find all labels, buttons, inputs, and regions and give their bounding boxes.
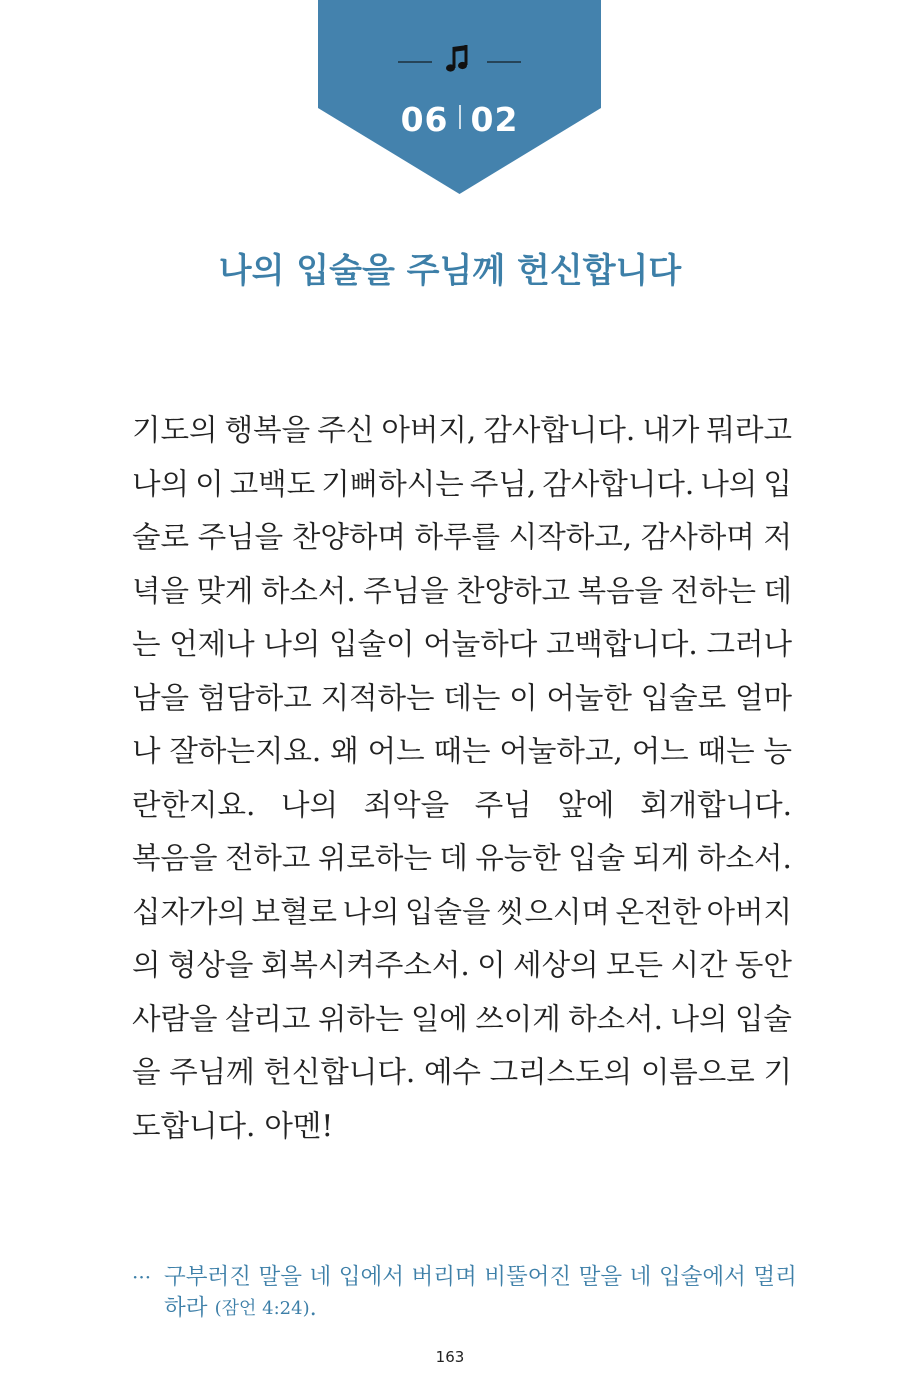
body-word: 기뻐하시는: [321, 466, 464, 501]
body-word: 하소서.: [260, 573, 356, 608]
verse-text-end: 하라: [164, 1295, 208, 1321]
body-word: 모든: [606, 948, 664, 982]
body-word: 입술: [734, 1001, 792, 1036]
body-word: 주신: [317, 413, 375, 447]
body-word: 이: [477, 948, 506, 982]
body-word: 남을: [132, 680, 189, 715]
body-word: 입술: [568, 841, 626, 875]
body-word: 어느: [367, 734, 425, 768]
body-line: [132, 458, 792, 512]
verse-word: 멀리: [753, 1264, 797, 1290]
body-word: 고백합니다.: [545, 627, 698, 661]
body-word: 어느: [631, 734, 689, 768]
body-word: 능: [763, 734, 792, 768]
body-word: 전하는: [670, 573, 756, 608]
body-line: [132, 725, 792, 779]
body-word: 앞에: [557, 787, 615, 822]
body-word: 시간: [670, 948, 728, 982]
body-word: 도합니다.: [132, 1108, 256, 1143]
body-word: 아버지,: [381, 413, 477, 447]
verse-word: 비뚤어진: [484, 1264, 572, 1290]
body-line: [132, 886, 792, 940]
body-line: [132, 939, 792, 993]
body-word: 전하고: [224, 841, 311, 875]
verse-word: 입에서: [338, 1264, 404, 1290]
body-word: 세상의: [513, 948, 599, 982]
body-word: 형상을: [167, 948, 254, 982]
body-line: [132, 1046, 792, 1100]
date-separator: [459, 105, 461, 129]
body-word: 입술이: [329, 627, 415, 661]
body-word: 위하는: [317, 1001, 404, 1036]
body-word: 예수: [423, 1055, 481, 1089]
body-word: 의: [132, 948, 161, 982]
date-banner: [318, 0, 601, 195]
body-word: 란한지요.: [132, 787, 256, 822]
body-word: 찬양하고: [456, 573, 571, 608]
body-word: 때는: [433, 734, 491, 768]
body-word: 하소서.: [697, 841, 792, 875]
prayer-body: [132, 404, 792, 1153]
body-word: 주님을: [197, 520, 284, 554]
body-word: 이름으로: [640, 1055, 755, 1089]
body-word: 복음을: [132, 841, 218, 875]
body-word: 쓰이게: [475, 1001, 561, 1036]
body-word: 주님,: [469, 466, 537, 501]
verse-word: 네: [629, 1264, 652, 1290]
body-word: 감사합니다.: [542, 466, 695, 501]
body-word: 지적하는: [320, 680, 435, 715]
verse-reference: (잠언 4:24): [214, 1298, 310, 1319]
body-word: 동안: [734, 948, 792, 982]
body-word: 언제나: [169, 627, 255, 661]
body-word: 나의: [342, 894, 400, 929]
body-word: 내가: [642, 413, 700, 447]
body-word: 십자가의: [132, 894, 246, 929]
body-word: 되게: [632, 841, 690, 875]
body-word: 그리스도의: [489, 1055, 633, 1089]
body-word: 데: [763, 573, 792, 608]
page-number: 163: [435, 1348, 465, 1366]
page-title: 나의 입술을 주님께 헌신합니다: [218, 251, 682, 291]
body-line: [132, 565, 792, 619]
verse-marker: ···: [132, 1265, 152, 1289]
body-word: 나의: [281, 787, 339, 822]
body-word: 아멘!: [264, 1108, 334, 1143]
body-word: 어눌한: [546, 680, 632, 715]
verse-line: [164, 1293, 797, 1324]
body-word: 술로: [132, 520, 189, 554]
body-word: 험담하고: [197, 680, 312, 715]
body-line: [132, 832, 792, 886]
body-word: 하소서.: [568, 1001, 664, 1036]
body-word: 주님을: [363, 573, 449, 608]
date-month: 06: [400, 100, 449, 139]
body-word: 복음을: [577, 573, 664, 608]
body-word: 데는: [443, 680, 501, 715]
body-word: 살리고: [224, 1001, 311, 1036]
body-line: [132, 779, 792, 833]
verse-line: [164, 1262, 797, 1293]
body-word: 입술을: [405, 894, 491, 929]
body-word: 아버지: [706, 894, 792, 929]
body-word: 주님: [474, 787, 532, 822]
body-word: 온전한: [615, 894, 701, 929]
body-word: 기: [763, 1055, 792, 1089]
body-word: 회복시켜주소서.: [260, 948, 470, 982]
body-word: 고백도: [229, 466, 316, 501]
body-line: [132, 404, 792, 458]
body-word: 나: [132, 734, 161, 768]
body-word: 하루를: [414, 520, 501, 554]
body-word: 씻으시며: [496, 894, 610, 929]
body-word: 찬양하며: [291, 520, 406, 554]
body-word: 잘하는지요.: [169, 734, 322, 768]
music-note-icon: [318, 40, 601, 80]
body-line: [132, 511, 792, 565]
body-word: 왜: [330, 734, 359, 768]
body-line: [132, 618, 792, 672]
body-word: 나의: [700, 466, 758, 501]
body-word: 그러나: [706, 627, 792, 661]
body-word: 일에: [410, 1001, 468, 1036]
body-word: 입술로: [640, 680, 727, 715]
body-word: 이: [195, 466, 224, 501]
body-line: [132, 993, 792, 1047]
body-word: 저: [763, 520, 792, 554]
body-word: 맞게: [196, 573, 254, 608]
body-word: 주님께: [169, 1055, 255, 1089]
body-word: 유능한: [475, 841, 561, 875]
body-word: 감사하며: [640, 520, 755, 554]
body-word: 죄악을: [363, 787, 450, 822]
body-word: 사람을: [132, 1001, 218, 1036]
body-word: 어눌하다: [423, 627, 538, 661]
body-word: 어눌하고,: [499, 734, 623, 768]
body-line: [132, 1100, 792, 1154]
verse-word: 버리며: [411, 1264, 477, 1290]
body-word: 입: [763, 466, 792, 501]
body-word: 녁을: [132, 573, 189, 608]
body-word: 보혈로: [251, 894, 337, 929]
body-word: 기도의: [132, 413, 218, 447]
body-word: 이: [509, 680, 538, 715]
scripture-verse: [132, 1262, 797, 1324]
verse-word: 네: [309, 1264, 332, 1290]
verse-word: 입술에서: [658, 1264, 746, 1290]
body-word: 행복을: [224, 413, 311, 447]
body-word: 데: [439, 841, 468, 875]
verse-word: 말을: [258, 1264, 302, 1290]
body-word: 나의: [132, 466, 189, 501]
verse-end-punct: .: [309, 1295, 317, 1321]
body-word: 나의: [670, 1001, 728, 1036]
body-word: 때는: [697, 734, 755, 768]
verse-word: 말을: [578, 1264, 623, 1290]
body-word: 얼마: [734, 680, 792, 715]
body-word: 나의: [263, 627, 321, 661]
body-word: 시작하고,: [508, 520, 633, 554]
body-word: 뭐라고: [706, 413, 792, 447]
date-label: [318, 98, 601, 142]
date-day: 02: [470, 100, 519, 139]
body-word: 헌신합니다.: [263, 1055, 416, 1089]
body-word: 감사합니다.: [483, 413, 636, 447]
body-word: 위로하는: [317, 841, 432, 875]
body-word: 는: [132, 627, 161, 661]
body-word: 회개합니다.: [640, 787, 792, 822]
body-word: 을: [132, 1055, 161, 1089]
body-line: [132, 672, 792, 726]
verse-word: 구부러진: [164, 1264, 251, 1290]
